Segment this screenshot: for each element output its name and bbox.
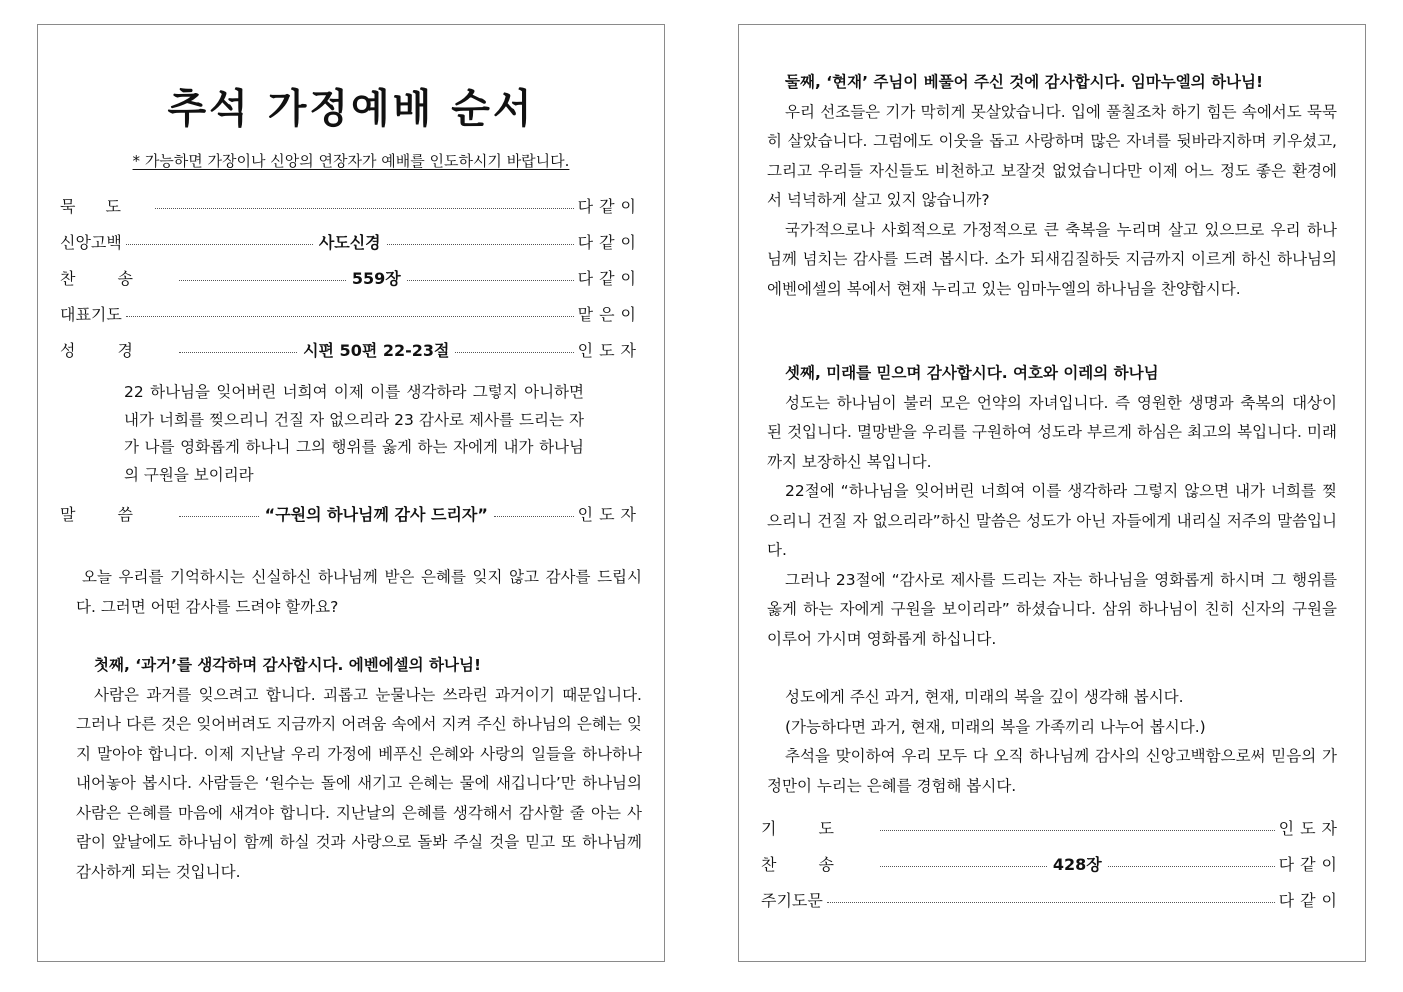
leader-dots (1108, 866, 1275, 867)
order-label: 찬송 (761, 854, 876, 874)
leader-dots (155, 208, 574, 209)
order-row-scripture (60, 337, 642, 361)
leader-note: * 가능하면 가장이나 신앙의 연장자가 예배를 인도하시기 바랍니다. (132, 152, 570, 170)
order-row-prayer (60, 301, 642, 325)
leader-dots (387, 244, 574, 245)
order-row-closing-prayer (761, 815, 1343, 839)
order-label: 성경 (60, 340, 175, 360)
leader-dots (179, 516, 259, 517)
order-who: 맡은이 (577, 304, 642, 324)
order-label: 묵도 (60, 196, 151, 216)
second-heading: 둘째, ‘현재’ 주님이 베풀어 주신 것에 감사합시다. 임마누엘의 하나님! (785, 73, 1264, 91)
leader-dots (455, 352, 573, 353)
order-label: 말씀 (60, 504, 175, 524)
leader-dots (126, 316, 574, 317)
third-body-1: 성도는 하나님이 불러 모은 언약의 자녀입니다. 즉 영원한 생명과 축복의 대상이 된 것입니다. 멸망받을 우리를 구원하여 성도라 부르게 하심은 최고의 복입니다. 미래까지 보장하신 복입니다. (767, 393, 1337, 471)
first-section (76, 651, 642, 887)
order-row-creed (60, 229, 642, 253)
leader-dots (407, 280, 574, 281)
leader-dots (880, 866, 1047, 867)
right-page (738, 24, 1366, 962)
order-label: 주기도문 (761, 890, 823, 910)
order-who: 인도자 (1278, 818, 1343, 838)
order-row-hymn (60, 265, 642, 289)
order-row-silent-prayer (60, 193, 642, 217)
order-item: 사도신경 (318, 232, 381, 252)
order-who: 인도자 (577, 504, 643, 524)
page-title: 추석 가정예배 순서 (167, 86, 535, 132)
order-row-closing-hymn (761, 851, 1343, 875)
leader-dots (880, 830, 1275, 831)
order-label: 기도 (761, 818, 876, 838)
order-row-lords-prayer (761, 887, 1343, 911)
left-page (37, 24, 665, 962)
leader-dots (179, 352, 297, 353)
order-label: 신앙고백 (60, 232, 122, 252)
second-body-2: 국가적으로나 사회적으로 가정적으로 큰 축복을 누리며 살고 있으므로 우리 하나님께 넘치는 감사를 드려 봅시다. 소가 되새김질하듯 지금까지 이르게 하신 하나님의 에벤에셀의 복에서 현재 누리고 있는 임마누엘의 하나님을 찬양합시다. (767, 220, 1337, 298)
order-who: 인도자 (577, 340, 643, 360)
closing-2: (가능하다면 과거, 현재, 미래의 복을 가족끼리 나누어 봅시다.) (785, 717, 1206, 736)
order-who: 다같이 (577, 232, 642, 252)
order-label: 찬송 (60, 268, 175, 288)
sermon-title: “구원의 하나님께 감사 드리자” (264, 504, 488, 524)
third-body-3: 그러나 23절에 “감사로 제사를 드리는 자는 하나님을 영화롭게 하시며 그 행위를 옳게 하는 자에게 구원을 보이리라” 하셨습니다. 삼위 하나님이 친히 신자의 구원을 이루어 가시며 영화롭게 하십니다. (767, 570, 1337, 648)
closing-3: 추석을 맞이하여 우리 모두 다 오직 하나님께 감사의 신앙고백함으로써 믿음의 가정만이 누리는 은혜를 경험해 봅시다. (767, 747, 1337, 795)
leader-dots (827, 902, 1275, 903)
order-label: 대표기도 (60, 304, 122, 324)
second-body-1: 우리 선조들은 기가 막히게 못살았습니다. 입에 풀칠조차 하기 힘든 속에서도 묵묵히 살았습니다. 그럼에도 이웃을 돕고 사랑하며 많은 자녀를 뒷바라지하며 키우셨고, 그리고 우리들 자신들도 비천하고 보잘것 없었습니다만 이제 어느 정도 좋은 환경에서 넉넉하게 살고 있지 않습니까? (767, 102, 1337, 209)
closing-section (767, 683, 1337, 801)
scripture-verse: 22 하나님을 잊어버린 너희여 이제 이를 생각하라 그렇지 아니하면 내가 너희를 찢으리니 건질 자 없으리라 23 감사로 제사를 드리는 자가 나를 영화롭게 하나니 그의 행위를 옳게 하는 자에게 내가 하나님의 구원을 보이리라 (124, 383, 584, 484)
third-section (767, 359, 1337, 654)
intro-paragraph: 오늘 우리를 기억하시는 신실하신 하나님께 받은 은혜를 잊지 않고 감사를 드립시다. 그러면 어떤 감사를 드려야 할까요? (76, 568, 642, 616)
leader-dots (179, 280, 346, 281)
order-item: 559장 (351, 268, 401, 288)
first-heading: 첫째, ‘과거’를 생각하며 감사합시다. 에벤에셀의 하나님! (94, 656, 482, 674)
leader-dots (494, 516, 574, 517)
closing-1: 성도에게 주신 과거, 현재, 미래의 복을 깊이 생각해 봅시다. (785, 688, 1184, 706)
leader-dots (126, 244, 313, 245)
order-who: 다같이 (1278, 890, 1343, 910)
order-item: 시편 50편 22-23절 (303, 340, 450, 360)
order-who: 다같이 (1278, 854, 1343, 874)
second-section (767, 68, 1337, 304)
third-body-2: 22절에 “하나님을 잊어버린 너희여 이를 생각하라 그렇지 않으면 내가 너희를 찢으리니 건질 자 없으리라”하신 말씀은 성도가 아닌 자들에게 내리실 저주의 말씀입니다. (767, 482, 1337, 559)
order-who: 다같이 (577, 268, 642, 288)
order-row-sermon (60, 501, 642, 525)
order-who: 다같이 (577, 196, 642, 216)
order-item: 428장 (1052, 854, 1102, 874)
first-body: 사람은 과거를 잊으려고 합니다. 괴롭고 눈물나는 쓰라린 과거이기 때문입니다. 그러나 다른 것은 잊어버려도 지금까지 어려움 속에서 지켜 주신 하나님의 은혜는 잊지 말아야 합니다. 이제 지난날 우리 가정에 베푸신 은혜와 사랑의 일들을 하나하나 내어놓아 봅시다. 사람들은 ‘원수는 돌에 새기고 은혜는 물에 새깁니다’만 하나님의 사람은 은혜를 마음에 새겨야 합니다. 지난날의 은혜를 생각해서 감사할 줄 아는 사람이 앞날에도 하나님이 함께 하실 것과 사랑으로 돌봐 주실 것을 믿고 또 하나님께 감사하게 되는 것입니다. (76, 685, 642, 881)
third-heading: 셋째, 미래를 믿으며 감사합시다. 여호와 이레의 하나님 (785, 364, 1159, 382)
